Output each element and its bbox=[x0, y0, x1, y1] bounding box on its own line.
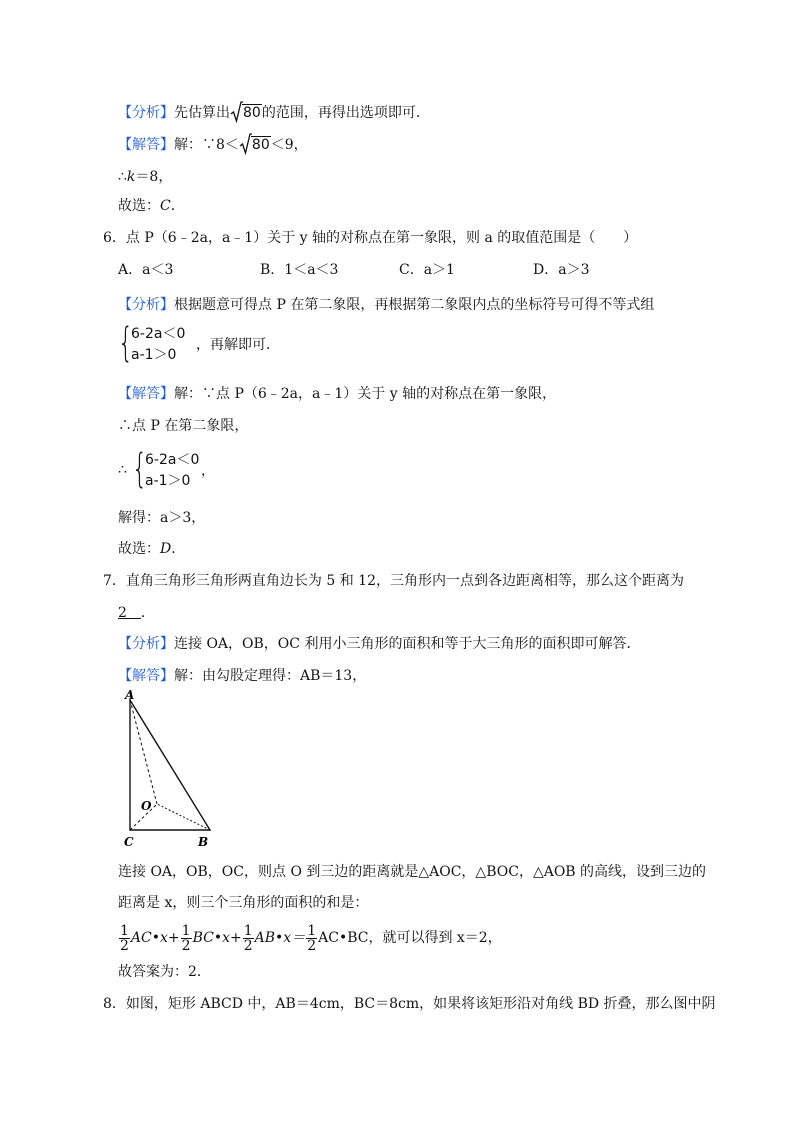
label-a: A bbox=[125, 688, 135, 702]
fraction-half: $\frac{1}{2}$ bbox=[307, 922, 317, 954]
q6-second-quadrant: ∴点 P 在第二象限， bbox=[118, 418, 249, 434]
question-number: 6． bbox=[103, 230, 126, 246]
q5-analysis-line: 【分析】先估算出 80的范围，再得出选项即可． bbox=[118, 103, 430, 123]
fraction-half: $\frac{1}{2}$ bbox=[120, 922, 129, 954]
answer-tag: 【解答】 bbox=[118, 668, 174, 684]
question-number: 8． bbox=[103, 996, 126, 1012]
q6-option-d: D．a＞3 bbox=[533, 262, 590, 278]
q7-final-line: 故答案为：2． bbox=[118, 964, 211, 980]
q6-option-b: B．1＜a＜3 bbox=[260, 262, 339, 278]
triangle-figure bbox=[115, 686, 225, 856]
answer-tag: 【解答】 bbox=[118, 137, 174, 153]
q6-therefore: ∴ bbox=[118, 462, 127, 478]
label-b: B bbox=[198, 835, 209, 849]
q7-equation: $\frac{1}{2}$ AC•x+ $\frac{1}{2}$ BC•x+ $\frac{1}{2}$ AB•x＝ $\frac{1}{2}$ AC•BC，就可以得到 x＝2， bbox=[120, 922, 502, 954]
q5-answer-line: 【解答】解：∵8＜ 80＜9， bbox=[118, 135, 308, 155]
question-stem: 点 P（6﹣2a，a﹣1）关于 y 轴的对称点在第一象限，则 a 的取值范围是（ ） bbox=[125, 230, 638, 246]
q6-answer-line: 【解答】解：∵点 P（6﹣2a，a﹣1）关于 y 轴的对称点在第一象限， bbox=[118, 386, 557, 402]
q6-option-a: A．a＜3 bbox=[118, 262, 174, 278]
filled-blank: 2 bbox=[118, 605, 141, 621]
sqrt-80: 80 bbox=[239, 135, 271, 155]
question-stem: 直角三角形三角形两直角边长为 5 和 12，三角形内一点到各边距离相等，那么这个距离为 bbox=[125, 573, 684, 589]
q5-choose-line: 故选：C． bbox=[118, 198, 185, 214]
q7-answer-line: 【解答】解：由勾股定理得：AB＝13， bbox=[118, 668, 367, 684]
answer-tag: 【解答】 bbox=[118, 386, 174, 402]
q7-answer-blank: 2 ． bbox=[118, 605, 155, 621]
q6-stem-line bbox=[103, 228, 637, 248]
q5-k-line: ∴k＝8， bbox=[118, 169, 173, 185]
q7-connect-line-2: 距离是 x，则三个三角形的面积的和是： bbox=[118, 895, 369, 911]
inequality-system: { 6-2a＜0 a-1＞0 ，再解即可． bbox=[118, 320, 280, 366]
fraction-half: $\frac{1}{2}$ bbox=[243, 922, 253, 954]
question-stem: 如图，矩形 ABCD 中，AB＝4cm，BC＝8cm，如果将该矩形沿对角线 BD 折叠，那么图中阴 bbox=[125, 996, 716, 1012]
analysis-tag: 【分析】 bbox=[118, 297, 174, 313]
sqrt-80: 80 bbox=[230, 103, 262, 123]
q7-connect-line-1: 连接 OA，OB，OC，则点 O 到三边的距离就是△AOC，△BOC，△AOB 的高线，设到三边的 bbox=[118, 864, 707, 880]
q6-solve-line: 解得：a＞3， bbox=[118, 510, 206, 526]
question-number: 7． bbox=[103, 573, 126, 589]
inequality-system-2: { 6-2a＜0 a-1＞0 ， bbox=[132, 446, 215, 492]
label-o: O bbox=[141, 799, 152, 813]
fraction-half: $\frac{1}{2}$ bbox=[181, 922, 191, 954]
label-c: C bbox=[124, 835, 134, 849]
q7-stem-line bbox=[103, 571, 684, 591]
q7-analysis-line: 【分析】连接 OA，OB，OC 利用小三角形的面积和等于大三角形的面积即可解答． bbox=[118, 636, 641, 652]
analysis-tag: 【分析】 bbox=[118, 636, 174, 652]
analysis-tag: 【分析】 bbox=[118, 105, 174, 121]
q6-choose-line: 故选：D． bbox=[118, 541, 186, 557]
q6-analysis-line: 【分析】根据题意可得点 P 在第二象限，再根据第二象限内点的坐标符号可得不等式组 bbox=[118, 297, 655, 313]
q6-option-c: C．a＞1 bbox=[399, 262, 455, 278]
q8-stem-line bbox=[103, 994, 716, 1014]
